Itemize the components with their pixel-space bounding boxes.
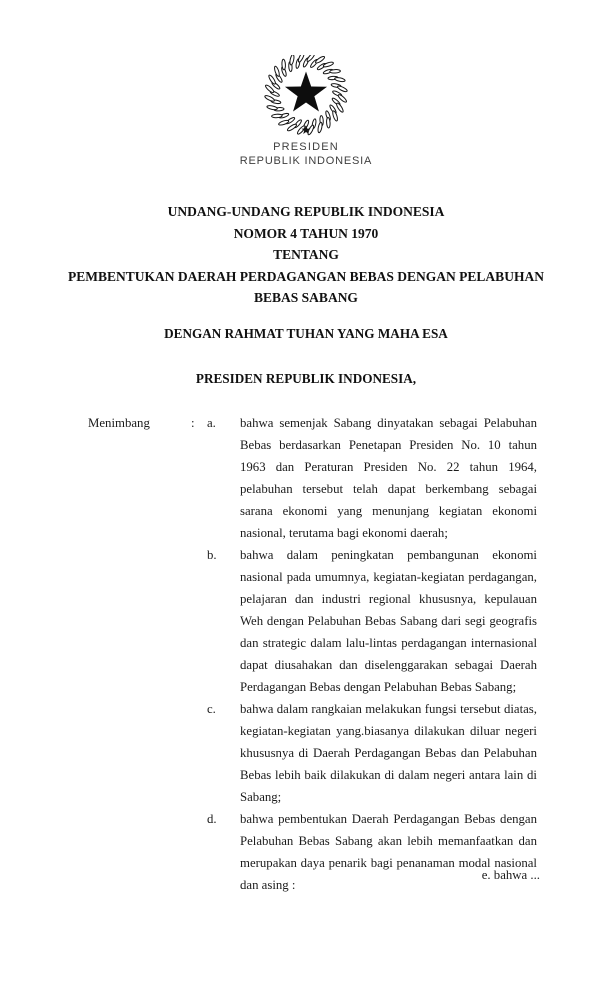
title-line-2: NOMOR 4 TAHUN 1970 <box>233 225 379 241</box>
considering-item-c <box>207 698 537 808</box>
item-letter: a. <box>207 416 216 430</box>
title-line-1: UNDANG-UNDANG REPUBLIK INDONESIA <box>167 204 445 219</box>
title-line-5: BEBAS SABANG <box>254 290 358 305</box>
emblem-svg <box>258 55 354 138</box>
invocation-line: DENGAN RAHMAT TUHAN YANG MAHA ESA <box>164 326 448 341</box>
org-line-republik-indonesia: REPUBLIK INDONESIA <box>239 155 373 167</box>
title-line-4: PEMBENTUKAN DAERAH PERDAGANGAN BEBAS DENGAN PELABUHAN <box>68 268 544 284</box>
considering-label: Menimbang <box>88 416 150 430</box>
considering-items <box>207 412 537 896</box>
item-letter: d. <box>207 812 217 826</box>
considering-section <box>88 412 537 896</box>
considering-item-a <box>207 412 537 544</box>
considering-item-b <box>207 544 537 698</box>
catchword: e. bahwa ... <box>481 868 540 882</box>
document-title <box>40 201 572 309</box>
item-text: bahwa pembentukan Daerah Perdagangan Bebas dengan Pelabuhan Bebas Sabang akan lebih memanfaatkan dan merupakan daya penarik bagi penanaman modal nasional dan asing : <box>240 812 537 892</box>
title-line-3: TENTANG <box>273 247 339 262</box>
item-letter: b. <box>207 548 217 562</box>
org-header <box>0 140 612 168</box>
org-line-presiden: PRESIDEN <box>273 141 339 153</box>
considering-colon: : <box>191 416 195 430</box>
star-icon <box>285 72 327 112</box>
item-text: bahwa dalam peningkatan pembangunan ekonomi nasional pada umumnya, kegiatan-kegiatan perdagangan, pelajaran dan industri regional khususnya, kepulauan Weh dengan Pelabuhan Bebas Sabang dari segi geografis dan strategic dalam lalu-lintas perdagangan internasional dapat diusahakan dan diselenggarakan sebagai Daerah Perdagangan Bebas dengan Pelabuhan Bebas Sabang; <box>240 548 537 694</box>
issuer-line: PRESIDEN REPUBLIK INDONESIA, <box>195 371 417 386</box>
item-text: bahwa dalam rangkaian melakukan fungsi tersebut diatas, kegiatan-kegiatan yang.biasanya dilakukan diluar negeri khususnya di Daerah Perdagangan Bebas dan Pelabuhan Bebas lebih baik dilakukan di dalam negeri antara lain di Sabang; <box>240 702 537 804</box>
item-letter: c. <box>207 702 216 716</box>
item-text: bahwa semenjak Sabang dinyatakan sebagai Pelabuhan Bebas berdasarkan Penetapan Presiden No. 10 tahun 1963 dan Peraturan Presiden No. 22 tahun 1964, pelabuhan tersebut telah dapat berkembang sebagai sarana ekonomi yang menunjang kegiatan ekonomi nasional, terutama bagi ekonomi daerah; <box>240 416 537 540</box>
presidential-star-emblem-icon <box>258 55 354 138</box>
